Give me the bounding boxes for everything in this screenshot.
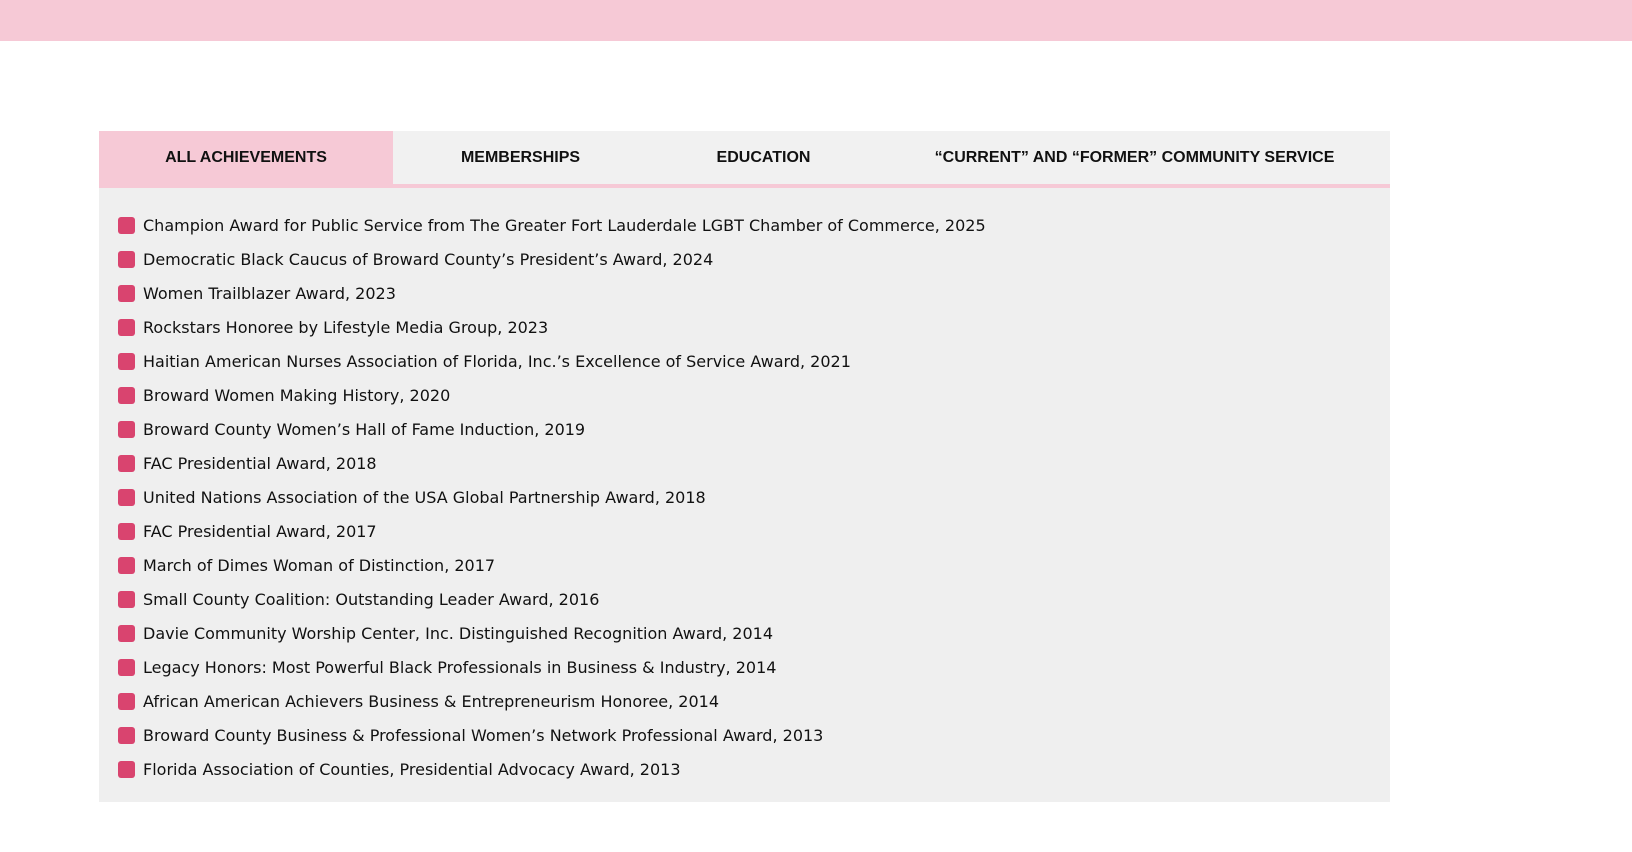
achievement-text: FAC Presidential Award, 2017	[143, 521, 377, 541]
achievement-text: Broward Women Making History, 2020	[143, 385, 451, 405]
list-item	[118, 684, 1390, 718]
list-item	[118, 616, 1390, 650]
square-bullet-icon	[118, 523, 135, 540]
achievements-list	[99, 208, 1390, 786]
list-item	[118, 378, 1390, 412]
achievement-text: Democratic Black Caucus of Broward County’s President’s Award, 2024	[143, 249, 714, 269]
achievement-text: Davie Community Worship Center, Inc. Distinguished Recognition Award, 2014	[143, 623, 774, 643]
list-item	[118, 752, 1390, 786]
achievement-text: Haitian American Nurses Association of Florida, Inc.’s Excellence of Service Award, 2021	[143, 351, 851, 371]
square-bullet-icon	[118, 727, 135, 744]
square-bullet-icon	[118, 591, 135, 608]
achievement-text: Florida Association of Counties, Presidential Advocacy Award, 2013	[143, 759, 681, 779]
square-bullet-icon	[118, 217, 135, 234]
square-bullet-icon	[118, 625, 135, 642]
list-item	[118, 242, 1390, 276]
square-bullet-icon	[118, 455, 135, 472]
square-bullet-icon	[118, 251, 135, 268]
list-item	[118, 310, 1390, 344]
list-item	[118, 446, 1390, 480]
list-item	[118, 344, 1390, 378]
tab-all-achievements[interactable]: ALL ACHIEVEMENTS	[99, 131, 393, 184]
tab-community-service[interactable]: “CURRENT” AND “FORMER” COMMUNITY SERVICE	[934, 148, 1335, 166]
square-bullet-icon	[118, 659, 135, 676]
achievement-text: Legacy Honors: Most Powerful Black Professionals in Business & Industry, 2014	[143, 657, 777, 677]
achievement-text: Broward County Business & Professional Women’s Network Professional Award, 2013	[143, 725, 824, 745]
tab-education[interactable]: EDUCATION	[716, 148, 811, 166]
achievement-text: FAC Presidential Award, 2018	[143, 453, 377, 473]
achievement-text: Broward County Women’s Hall of Fame Induction, 2019	[143, 419, 586, 439]
list-item	[118, 276, 1390, 310]
achievement-text: Champion Award for Public Service from The Greater Fort Lauderdale LGBT Chamber of Commerce, 2025	[143, 215, 986, 235]
achievement-text: March of Dimes Woman of Distinction, 2017	[143, 555, 496, 575]
achievement-text: African American Achievers Business & Entrepreneurism Honoree, 2014	[143, 691, 720, 711]
tab-bar	[99, 131, 1390, 188]
square-bullet-icon	[118, 353, 135, 370]
list-item	[118, 514, 1390, 548]
achievement-text: Small County Coalition: Outstanding Leader Award, 2016	[143, 589, 600, 609]
list-item	[118, 548, 1390, 582]
square-bullet-icon	[118, 761, 135, 778]
list-item	[118, 480, 1390, 514]
square-bullet-icon	[118, 387, 135, 404]
square-bullet-icon	[118, 421, 135, 438]
list-item	[118, 650, 1390, 684]
achievement-text: Women Trailblazer Award, 2023	[143, 283, 396, 303]
tab-memberships[interactable]: MEMBERSHIPS	[460, 148, 581, 166]
top-banner	[0, 0, 1632, 41]
square-bullet-icon	[118, 285, 135, 302]
list-item	[118, 208, 1390, 242]
square-bullet-icon	[118, 489, 135, 506]
list-item	[118, 582, 1390, 616]
tab-content-all-achievements	[99, 188, 1390, 802]
achievements-tabs	[99, 131, 1390, 802]
achievement-text: United Nations Association of the USA Global Partnership Award, 2018	[143, 487, 706, 507]
achievement-text: Rockstars Honoree by Lifestyle Media Group, 2023	[143, 317, 549, 337]
square-bullet-icon	[118, 319, 135, 336]
square-bullet-icon	[118, 557, 135, 574]
list-item	[118, 412, 1390, 446]
square-bullet-icon	[118, 693, 135, 710]
list-item	[118, 718, 1390, 752]
